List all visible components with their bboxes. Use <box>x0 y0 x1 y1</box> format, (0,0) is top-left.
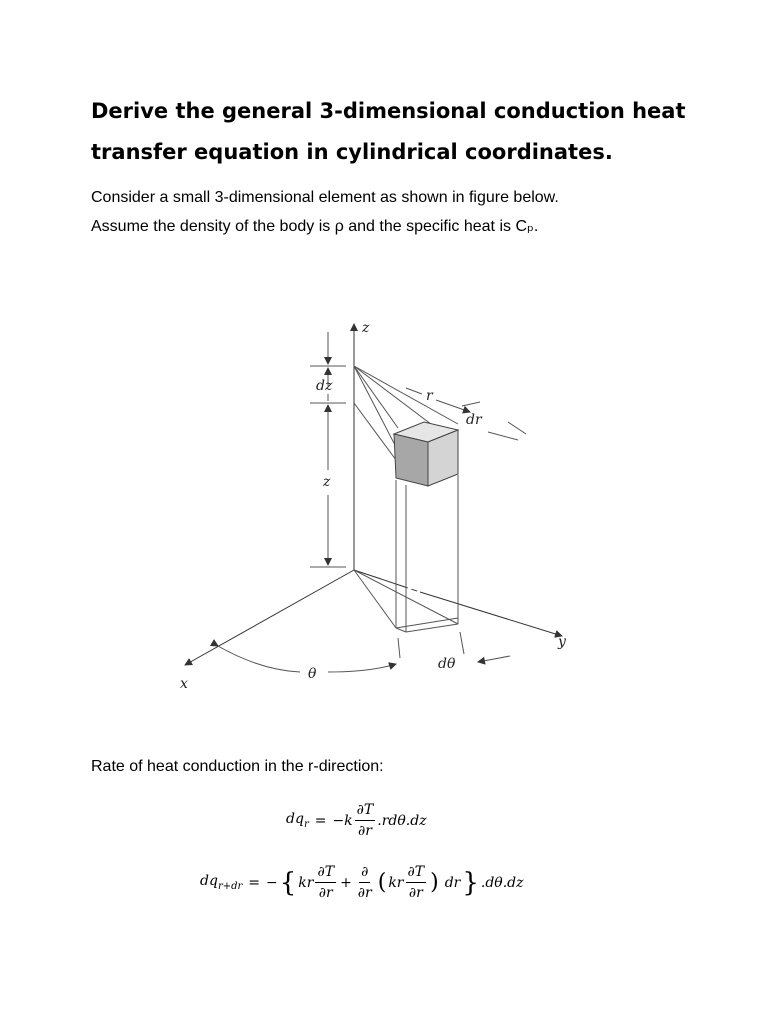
r-label: r <box>426 388 433 404</box>
eq1-lhs: $dq_r$ <box>286 811 309 830</box>
eq2-close-brace: } <box>462 867 479 898</box>
eq2-dr: dr <box>444 874 461 891</box>
dtheta-label: dθ <box>438 656 456 672</box>
z-axis-label: z <box>362 320 370 336</box>
eq2-minus: − <box>266 874 278 891</box>
eq2-fraction-3: $\frac{\partial T}{\partial r}$ <box>407 864 425 901</box>
y-axis-dashed <box>402 586 420 592</box>
section-label: Rate of heat conduction in the r-direction: <box>91 758 384 775</box>
x-axis-label: x <box>180 676 188 692</box>
intro-line-2: Assume the density of the body is ρ and the specific heat is Cₚ. <box>91 218 539 235</box>
theta-label: θ <box>308 666 317 682</box>
intro-paragraph <box>91 183 711 241</box>
y-axis-line <box>354 570 402 586</box>
eq2-open-brace: { <box>279 867 297 898</box>
page-title: Derive the general 3-dimensional conduction heat transfer equation in cylindrical coordinates. <box>91 99 686 164</box>
eq2-lhs: $dq_{r+dr}$ <box>200 873 243 892</box>
eq2-plus: + <box>340 874 352 891</box>
z-label: z <box>323 474 331 490</box>
eq1-coef: −k <box>332 812 353 829</box>
eq2-close-paren: ) <box>430 870 439 895</box>
eq2-kr2: kr <box>388 874 404 891</box>
eq2-fraction-1: $\frac{\partial T}{\partial r}$ <box>317 864 335 901</box>
eq2-open-paren: ( <box>377 870 387 895</box>
volume-element-cube <box>394 422 458 486</box>
dz-label: dz <box>316 378 333 394</box>
eq2-equals: = <box>248 874 261 891</box>
cylindrical-element-figure <box>170 310 570 705</box>
eq1-equals: = <box>314 812 327 829</box>
equation-dq-r-plus-dr <box>200 862 524 903</box>
eq2-fraction-2: $\frac{\partial}{\partial r}$ <box>357 864 372 901</box>
eq2-kr1: kr <box>298 874 314 891</box>
intro-line-1: Consider a small 3-dimensional element as shown in figure below. <box>91 189 559 206</box>
x-axis <box>185 570 354 665</box>
eq1-fraction: $\frac{\partial T}{\partial r}$ <box>356 802 374 839</box>
equation-dq-r <box>286 800 427 841</box>
eq2-tail: .dθ.dz <box>480 874 524 891</box>
dr-label: dr <box>466 412 482 428</box>
y-axis-end <box>420 592 562 636</box>
y-axis-label: y <box>558 634 566 650</box>
eq1-tail: .rdθ.dz <box>377 812 427 829</box>
